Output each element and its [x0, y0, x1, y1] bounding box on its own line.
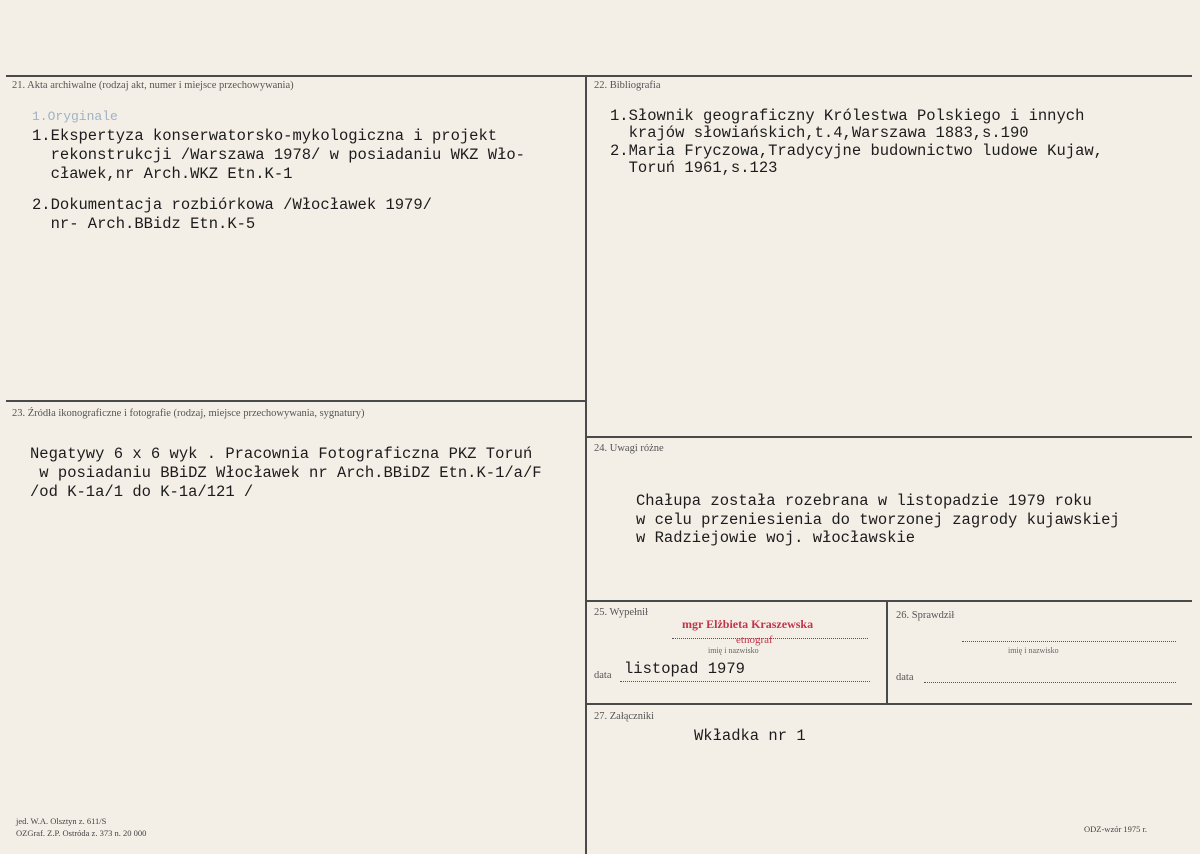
stamp-title: etnograf	[736, 634, 773, 646]
section-21-line-5: nr- Arch.BBidz Etn.K-5	[32, 215, 256, 233]
section-23-line-1: Negatywy 6 x 6 wyk . Pracownia Fotograficzna PKZ Toruń	[30, 445, 533, 463]
section-21-line-4: 2.Dokumentacja rozbiórkowa /Włocławek 1979/	[32, 196, 432, 214]
name-caption-25: imię i nazwisko	[708, 646, 759, 655]
section-21-strikeout: 1.Oryginale	[32, 109, 118, 124]
footer-print-info	[16, 815, 146, 839]
section-21-line-1: 1.Ekspertyza konserwatorsko-mykologiczna i projekt	[32, 127, 498, 145]
section-24-label: 24. Uwagi różne	[594, 443, 664, 454]
section-24-line-1: Chałupa została rozebrana w listopadzie 1979 roku	[636, 492, 1092, 510]
date-line-25	[620, 681, 870, 682]
name-line-26	[962, 641, 1176, 642]
stamp-name: mgr Elżbieta Kraszewska	[682, 617, 814, 631]
section-22-line-2: krajów słowiańskich,t.4,Warszawa 1883,s.190	[610, 124, 1029, 142]
section-22-line-4: Toruń 1961,s.123	[610, 159, 778, 177]
section-24-line-2: w celu przeniesienia do tworzonej zagrody kujawskiej	[636, 511, 1120, 529]
rule-22-24	[586, 436, 1192, 438]
footer-line-1: jed. W.A. Olsztyn z. 611/S	[16, 816, 107, 826]
section-25-label: 25. Wypełnił	[594, 607, 649, 618]
rule-24-25	[586, 600, 1192, 602]
section-22-label: 22. Bibliografia	[594, 80, 661, 91]
center-divider	[585, 75, 587, 854]
section-22-line-1: 1.Słownik geograficzny Królestwa Polskiego i innych	[610, 107, 1085, 125]
section-21-label: 21. Akta archiwalne (rodzaj akt, numer i miejsce przechowywania)	[12, 80, 294, 91]
rule-21-23	[6, 400, 586, 402]
date-line-26	[924, 682, 1176, 683]
section-23-line-3: /od K-1a/1 do K-1a/121 /	[30, 483, 254, 501]
footer-form-id: ODZ-wzór 1975 r.	[1084, 824, 1148, 834]
name-caption-26: imię i nazwisko	[1008, 646, 1059, 655]
section-23-label: 23. Źródła ikonograficzne i fotografie (rodzaj, miejsce przechowywania, sygnatury)	[12, 408, 365, 419]
section-27-label: 27. Załączniki	[594, 711, 655, 722]
section-26-label: 26. Sprawdził	[896, 610, 955, 621]
rule-25-27	[586, 703, 1192, 705]
section-27-value: Wkładka nr 1	[694, 727, 806, 745]
date-label-25: data	[594, 670, 612, 681]
section-21-line-3: cławek,nr Arch.WKZ Etn.K-1	[32, 165, 293, 183]
section-24-line-3: w Radziejowie woj. włocławskie	[636, 529, 916, 547]
top-rule	[6, 75, 1192, 77]
divider-25-26	[886, 600, 888, 704]
section-21-line-2: rekonstrukcji /Warszawa 1978/ w posiadaniu WKZ Wło-	[32, 146, 525, 164]
date-value-25: listopad 1979	[624, 660, 745, 678]
date-label-26: data	[896, 672, 914, 683]
footer-line-2: OZGraf. Z.P. Ostróda z. 373 n. 20 000	[16, 828, 147, 838]
section-22-line-3: 2.Maria Fryczowa,Tradycyjne budownictwo ludowe Kujaw,	[610, 142, 1103, 160]
section-23-line-2: w posiadaniu BBiDZ Włocławek nr Arch.BBiDZ Etn.K-1/a/F	[30, 464, 542, 482]
